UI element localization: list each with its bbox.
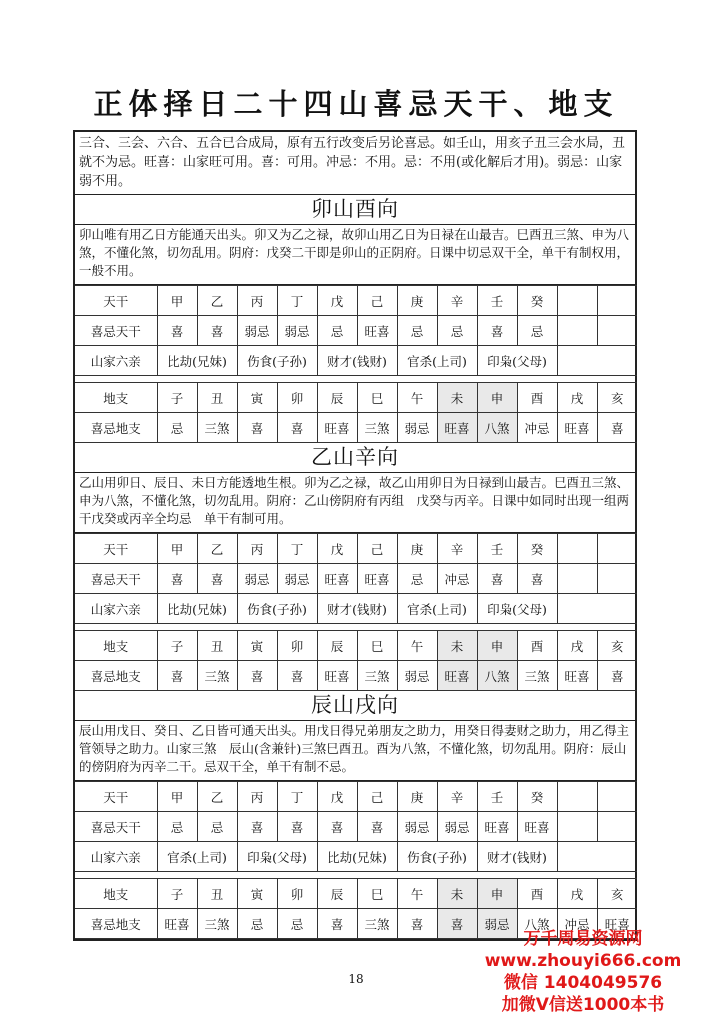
table-cell	[597, 782, 637, 812]
row-header: 天干	[75, 286, 157, 316]
table-row	[75, 661, 637, 691]
table-cell: 三煞	[357, 661, 397, 691]
table-cell: 喜	[517, 564, 557, 594]
table-cell: 忌	[517, 316, 557, 346]
table-cell: 旺喜	[557, 661, 597, 691]
table-cell: 财才(钱财)	[477, 842, 557, 872]
table-cell: 午	[397, 879, 437, 909]
table-cell: 甲	[157, 286, 197, 316]
watermark-line: www.zhouyi666.com	[484, 951, 682, 971]
table-cell	[557, 782, 597, 812]
page-number: 18	[348, 972, 364, 986]
table-cell	[597, 286, 637, 316]
table-row	[75, 346, 637, 376]
table-cell	[557, 316, 597, 346]
intro-text: 三合、三会、六合、五合已合成局，原有五行改变后另论喜忌。如壬山，用亥子丑三会水局，丑就不为忌。旺喜：山家旺可用。喜：可用。冲忌：不用。忌：不用(或化解后才用)。弱忌：山家弱不用。	[75, 132, 635, 195]
table-cell: 巳	[357, 879, 397, 909]
table-cell: 丙	[237, 782, 277, 812]
table-row	[75, 631, 637, 661]
table-cell: 辛	[437, 534, 477, 564]
table-cell: 忌	[317, 316, 357, 346]
page-title: 正体择日二十四山喜忌天干、地支	[93, 87, 619, 121]
table-cell: 喜	[597, 413, 637, 443]
table-cell: 己	[357, 782, 397, 812]
table-cell: 辛	[437, 782, 477, 812]
table-cell: 旺喜	[357, 564, 397, 594]
table-cell: 比劫(兄妹)	[157, 346, 237, 376]
watermark-line: 万千周易资源网	[523, 929, 643, 949]
table-cell: 忌	[397, 564, 437, 594]
table-row	[75, 286, 637, 316]
table-cell: 辛	[437, 286, 477, 316]
table-cell: 申	[477, 879, 517, 909]
table-cell: 甲	[157, 782, 197, 812]
table-cell: 喜	[317, 909, 357, 939]
table-cell: 酉	[517, 383, 557, 413]
table-cell: 三煞	[197, 661, 237, 691]
table-row	[75, 812, 637, 842]
table-cell: 丁	[277, 286, 317, 316]
table-cell: 三煞	[517, 661, 557, 691]
table-row	[75, 534, 637, 564]
row-header: 喜忌天干	[75, 812, 157, 842]
stem-branch-table	[75, 285, 637, 443]
table-cell: 己	[357, 286, 397, 316]
row-header: 天干	[75, 782, 157, 812]
table-cell: 三煞	[357, 909, 397, 939]
table-cell: 忌	[197, 812, 237, 842]
table-cell: 忌	[237, 909, 277, 939]
table-cell: 辰	[317, 383, 357, 413]
table-cell: 喜	[277, 812, 317, 842]
table-row	[75, 879, 637, 909]
table-cell: 冲忌	[557, 909, 597, 939]
stem-branch-table	[75, 533, 637, 691]
table-cell: 戊	[317, 782, 357, 812]
table-cell: 八煞	[517, 909, 557, 939]
table-cell: 亥	[597, 631, 637, 661]
section-text: 乙山用卯日、辰日、未日方能透地生根。卯为乙之禄，故乙山用卯日为日禄到山最吉。巳酉丑三煞、申为八煞，不懂化煞，切勿乱用。阴府：乙山傍阴府有丙组 戊癸与丙辛。日课中如同时出现一组两干戊癸或丙辛全均忌 单干有制可用。	[75, 473, 635, 533]
table-cell: 午	[397, 383, 437, 413]
table-cell: 旺喜	[437, 413, 477, 443]
table-cell: 喜	[237, 812, 277, 842]
row-header: 地支	[75, 879, 157, 909]
table-cell: 喜	[157, 564, 197, 594]
table-cell: 冲忌	[517, 413, 557, 443]
sections-container	[75, 195, 635, 939]
table-cell: 忌	[397, 316, 437, 346]
table-cell: 三煞	[357, 413, 397, 443]
table-cell: 卯	[277, 383, 317, 413]
table-cell	[557, 286, 597, 316]
table-cell: 未	[437, 631, 477, 661]
table-cell: 三煞	[197, 909, 237, 939]
table-cell: 忌	[277, 909, 317, 939]
table-cell: 癸	[517, 286, 557, 316]
table-cell: 寅	[237, 631, 277, 661]
section-title: 辰山戌向	[75, 691, 635, 721]
document-frame	[73, 130, 637, 941]
table-cell: 旺喜	[157, 909, 197, 939]
table-cell: 甲	[157, 534, 197, 564]
table-cell: 酉	[517, 631, 557, 661]
row-header: 喜忌天干	[75, 316, 157, 346]
table-cell: 丑	[197, 631, 237, 661]
stem-branch-table	[75, 781, 637, 939]
table-cell: 忌	[157, 812, 197, 842]
table-cell: 冲忌	[437, 564, 477, 594]
table-cell: 壬	[477, 286, 517, 316]
table-cell: 旺喜	[477, 812, 517, 842]
table-cell: 戊	[317, 286, 357, 316]
table-cell: 弱忌	[277, 316, 317, 346]
table-cell: 弱忌	[277, 564, 317, 594]
table-cell: 弱忌	[397, 812, 437, 842]
row-header: 喜忌天干	[75, 564, 157, 594]
table-cell: 亥	[597, 383, 637, 413]
table-cell: 喜	[157, 661, 197, 691]
table-row	[75, 413, 637, 443]
table-cell: 乙	[197, 286, 237, 316]
table-cell: 旺喜	[317, 564, 357, 594]
table-cell: 八煞	[477, 661, 517, 691]
table-cell: 旺喜	[597, 909, 637, 939]
table-cell: 喜	[237, 413, 277, 443]
table-cell: 印枭(父母)	[237, 842, 317, 872]
table-cell: 丙	[237, 286, 277, 316]
table-cell: 乙	[197, 534, 237, 564]
table-cell: 喜	[437, 909, 477, 939]
empty-cell	[557, 594, 637, 624]
row-spacer	[75, 872, 637, 879]
table-cell: 未	[437, 383, 477, 413]
table-cell: 弱忌	[397, 661, 437, 691]
table-cell: 丑	[197, 879, 237, 909]
table-cell: 申	[477, 631, 517, 661]
table-row	[75, 564, 637, 594]
table-cell: 庚	[397, 286, 437, 316]
table-cell	[557, 534, 597, 564]
table-cell: 庚	[397, 534, 437, 564]
table-row	[75, 316, 637, 346]
table-cell: 喜	[237, 661, 277, 691]
table-cell: 丙	[237, 534, 277, 564]
row-spacer	[75, 624, 637, 631]
table-cell: 弱忌	[437, 812, 477, 842]
table-cell: 旺喜	[557, 413, 597, 443]
row-header: 地支	[75, 383, 157, 413]
table-cell	[557, 812, 597, 842]
table-cell: 官杀(上司)	[397, 594, 477, 624]
row-header: 喜忌地支	[75, 909, 157, 939]
section-text: 卯山唯有用乙日方能通天出头。卯又为乙之禄，故卯山用乙日为日禄在山最吉。巳酉丑三煞、申为八煞，不懂化煞，切勿乱用。阴府：戊癸二干即是卯山的正阴府。日课中切忌双干全，单干有制权用，一般不用。	[75, 225, 635, 285]
table-row	[75, 594, 637, 624]
table-cell: 忌	[437, 316, 477, 346]
table-cell: 壬	[477, 782, 517, 812]
section-title: 乙山辛向	[75, 443, 635, 473]
table-row	[75, 782, 637, 812]
table-cell: 伤食(子孙)	[237, 346, 317, 376]
watermark	[468, 928, 698, 1016]
table-cell: 官杀(上司)	[157, 842, 237, 872]
table-cell: 喜	[277, 413, 317, 443]
row-header: 喜忌地支	[75, 661, 157, 691]
table-cell: 辰	[317, 879, 357, 909]
table-cell: 未	[437, 879, 477, 909]
table-cell: 戌	[557, 879, 597, 909]
table-cell: 乙	[197, 782, 237, 812]
watermark-line: 加微V信送1000本书	[501, 995, 665, 1015]
row-header: 喜忌地支	[75, 413, 157, 443]
table-cell: 癸	[517, 782, 557, 812]
table-cell: 喜	[197, 564, 237, 594]
table-cell: 官杀(上司)	[397, 346, 477, 376]
table-cell: 印枭(父母)	[477, 346, 557, 376]
table-cell: 弱忌	[237, 316, 277, 346]
row-header: 天干	[75, 534, 157, 564]
table-cell: 巳	[357, 631, 397, 661]
table-cell	[557, 564, 597, 594]
table-cell: 喜	[477, 316, 517, 346]
table-cell: 癸	[517, 534, 557, 564]
table-cell: 亥	[597, 879, 637, 909]
table-cell: 寅	[237, 879, 277, 909]
table-cell: 壬	[477, 534, 517, 564]
table-cell: 子	[157, 383, 197, 413]
table-cell: 喜	[277, 661, 317, 691]
table-cell: 喜	[597, 661, 637, 691]
table-cell: 喜	[157, 316, 197, 346]
section-title: 卯山酉向	[75, 195, 635, 225]
row-header: 地支	[75, 631, 157, 661]
table-cell: 丑	[197, 383, 237, 413]
table-cell: 喜	[317, 812, 357, 842]
table-cell: 旺喜	[317, 661, 357, 691]
table-cell: 旺喜	[437, 661, 477, 691]
table-cell: 子	[157, 631, 197, 661]
table-cell: 丁	[277, 534, 317, 564]
table-cell: 比劫(兄妹)	[317, 842, 397, 872]
row-header: 山家六亲	[75, 842, 157, 872]
table-cell: 伤食(子孙)	[237, 594, 317, 624]
table-cell: 己	[357, 534, 397, 564]
table-cell: 弱忌	[397, 413, 437, 443]
table-cell: 财才(钱财)	[317, 346, 397, 376]
table-cell	[597, 316, 637, 346]
row-header: 山家六亲	[75, 346, 157, 376]
table-cell: 戌	[557, 631, 597, 661]
section-text: 辰山用戊日、癸日、乙日皆可通天出头。用戊日得兄弟朋友之助力，用癸日得妻财之助力，用乙得主管领导之助力。山家三煞 辰山(含兼针)三煞巳酉丑。酉为八煞，不懂化煞，切勿乱用。阴府：辰山的傍阴府为丙辛二干。忌双干全，单干有制不忌。	[75, 721, 635, 781]
table-cell: 卯	[277, 879, 317, 909]
row-spacer	[75, 376, 637, 383]
table-cell: 伤食(子孙)	[397, 842, 477, 872]
table-cell: 戌	[557, 383, 597, 413]
table-cell: 酉	[517, 879, 557, 909]
table-cell: 弱忌	[237, 564, 277, 594]
table-cell: 喜	[397, 909, 437, 939]
table-cell: 寅	[237, 383, 277, 413]
table-cell: 弱忌	[477, 909, 517, 939]
table-cell: 三煞	[197, 413, 237, 443]
table-cell: 丁	[277, 782, 317, 812]
table-cell	[597, 564, 637, 594]
table-cell: 旺喜	[317, 413, 357, 443]
table-row	[75, 383, 637, 413]
empty-cell	[557, 346, 637, 376]
watermark-line: 微信 1404049576	[503, 973, 663, 993]
table-cell: 辰	[317, 631, 357, 661]
table-row	[75, 842, 637, 872]
table-cell: 巳	[357, 383, 397, 413]
table-cell: 八煞	[477, 413, 517, 443]
table-cell: 午	[397, 631, 437, 661]
table-cell: 喜	[477, 564, 517, 594]
table-cell: 庚	[397, 782, 437, 812]
table-cell: 子	[157, 879, 197, 909]
empty-cell	[557, 842, 637, 872]
table-cell: 忌	[157, 413, 197, 443]
table-cell: 比劫(兄妹)	[157, 594, 237, 624]
table-cell: 旺喜	[357, 316, 397, 346]
table-cell: 印枭(父母)	[477, 594, 557, 624]
table-cell: 喜	[197, 316, 237, 346]
table-cell: 申	[477, 383, 517, 413]
table-cell: 旺喜	[517, 812, 557, 842]
table-cell	[597, 812, 637, 842]
table-cell: 财才(钱财)	[317, 594, 397, 624]
table-cell: 喜	[357, 812, 397, 842]
table-cell: 卯	[277, 631, 317, 661]
table-cell: 戊	[317, 534, 357, 564]
row-header: 山家六亲	[75, 594, 157, 624]
table-cell	[597, 534, 637, 564]
